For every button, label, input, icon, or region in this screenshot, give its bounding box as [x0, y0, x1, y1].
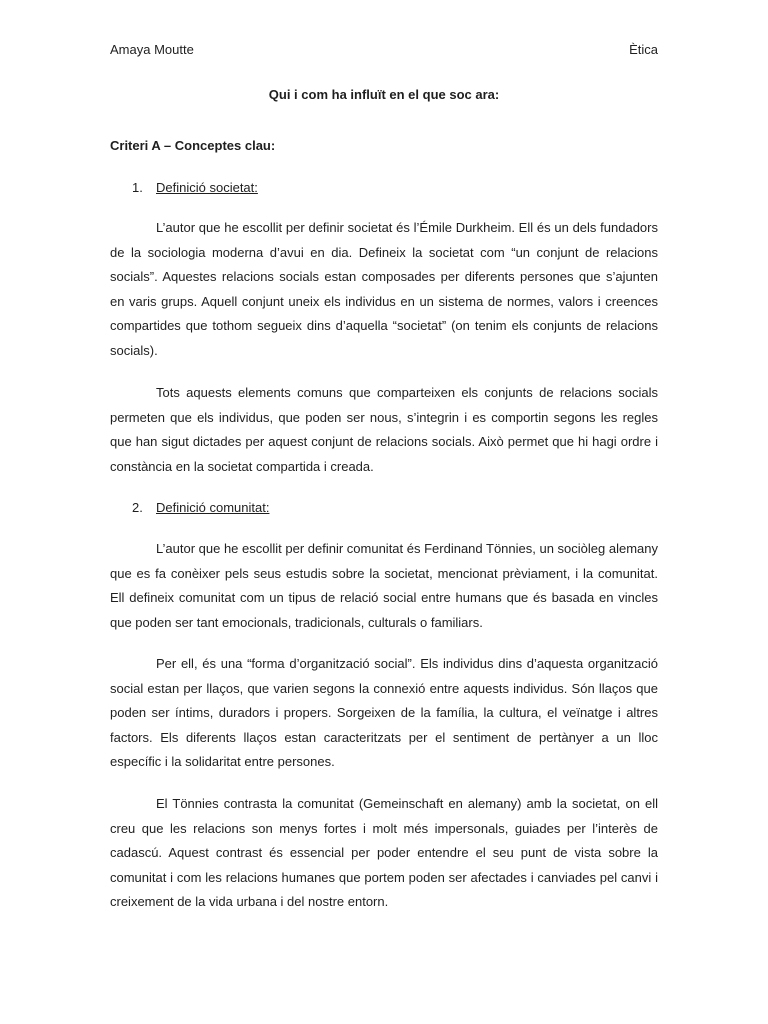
paragraph-comunitat-2: Per ell, és una “forma d’organització social”. Els individus dins d’aquesta organització social estan per llaços, que varien segons la connexió entre aquests individus. Són llaços que poden ser íntims, duradors i propers. Sorgeixen de la família, la cultura, el veïnatge i altres factors. Els diferents llaços estan caracteritzats per el sentiment de pertànyer a un lloc específic i la solidaritat entre persones. [110, 656, 658, 770]
list-label: Definició societat: [156, 180, 258, 195]
paragraph-societat-2: Tots aquests elements comuns que comparteixen els conjunts de relacions socials permeten que els individus, que poden ser nous, s’integrin i es comportin segons les regles que han sigut dictades per aquest conjunt de relacions socials. Això permet que hi hagi ordre i constància en la societat compartida i creada. [110, 385, 658, 474]
paragraph-societat-1: L’autor que he escollit per definir societat és l’Émile Durkheim. Ell és un dels fundadors de la sociologia moderna d’avui en dia. Defineix la societat com “un conjunt de relacions socials”. Aquestes relacions socials estan composades per diferents persones que s’ajunten en varis grups. Aquell conjunt uneix els individus en un sistema de normes, valors i creences compartides que tothom segueix dins d’aquella “societat” (on tenim els conjunts de relacions socials). [110, 220, 658, 358]
document-title: Qui i com ha influït en el que soc ara: [268, 87, 500, 102]
page-header [110, 42, 658, 58]
section-heading: Criteri A – Conceptes clau: [110, 138, 276, 153]
list-number: 1. [132, 180, 143, 195]
author-name: Amaya Moutte [110, 42, 194, 57]
paragraph-comunitat-3: El Tönnies contrasta la comunitat (Gemeinschaft en alemany) amb la societat, on ell creu que les relacions son menys fortes i molt més impersonals, guiades per l’interès de cadascú. Aquest contrast és essencial per poder entendre el seu punt de vista sobre la comunitat i com les relacions humanes que portem poden ser afectades i canviades pel canvi i creixement de la vida urbana i del nostre entorn. [110, 796, 658, 910]
subject-name: Ètica [629, 42, 658, 57]
list-label: Definició comunitat: [156, 500, 270, 515]
paragraph-comunitat-1: L’autor que he escollit per definir comunitat és Ferdinand Tönnies, un sociòleg alemany que es fa conèixer pels seus estudis sobre la societat, mencionat prèviament, i la comunitat. Ell defineix comunitat com un tipus de relació social entre humans que és basada en vincles que poden ser tant emocionals, tradicionals, culturals o familiars. [110, 541, 659, 630]
list-item-heading-2 [110, 500, 269, 516]
list-number: 2. [132, 500, 143, 515]
list-item-heading-1 [110, 180, 258, 196]
